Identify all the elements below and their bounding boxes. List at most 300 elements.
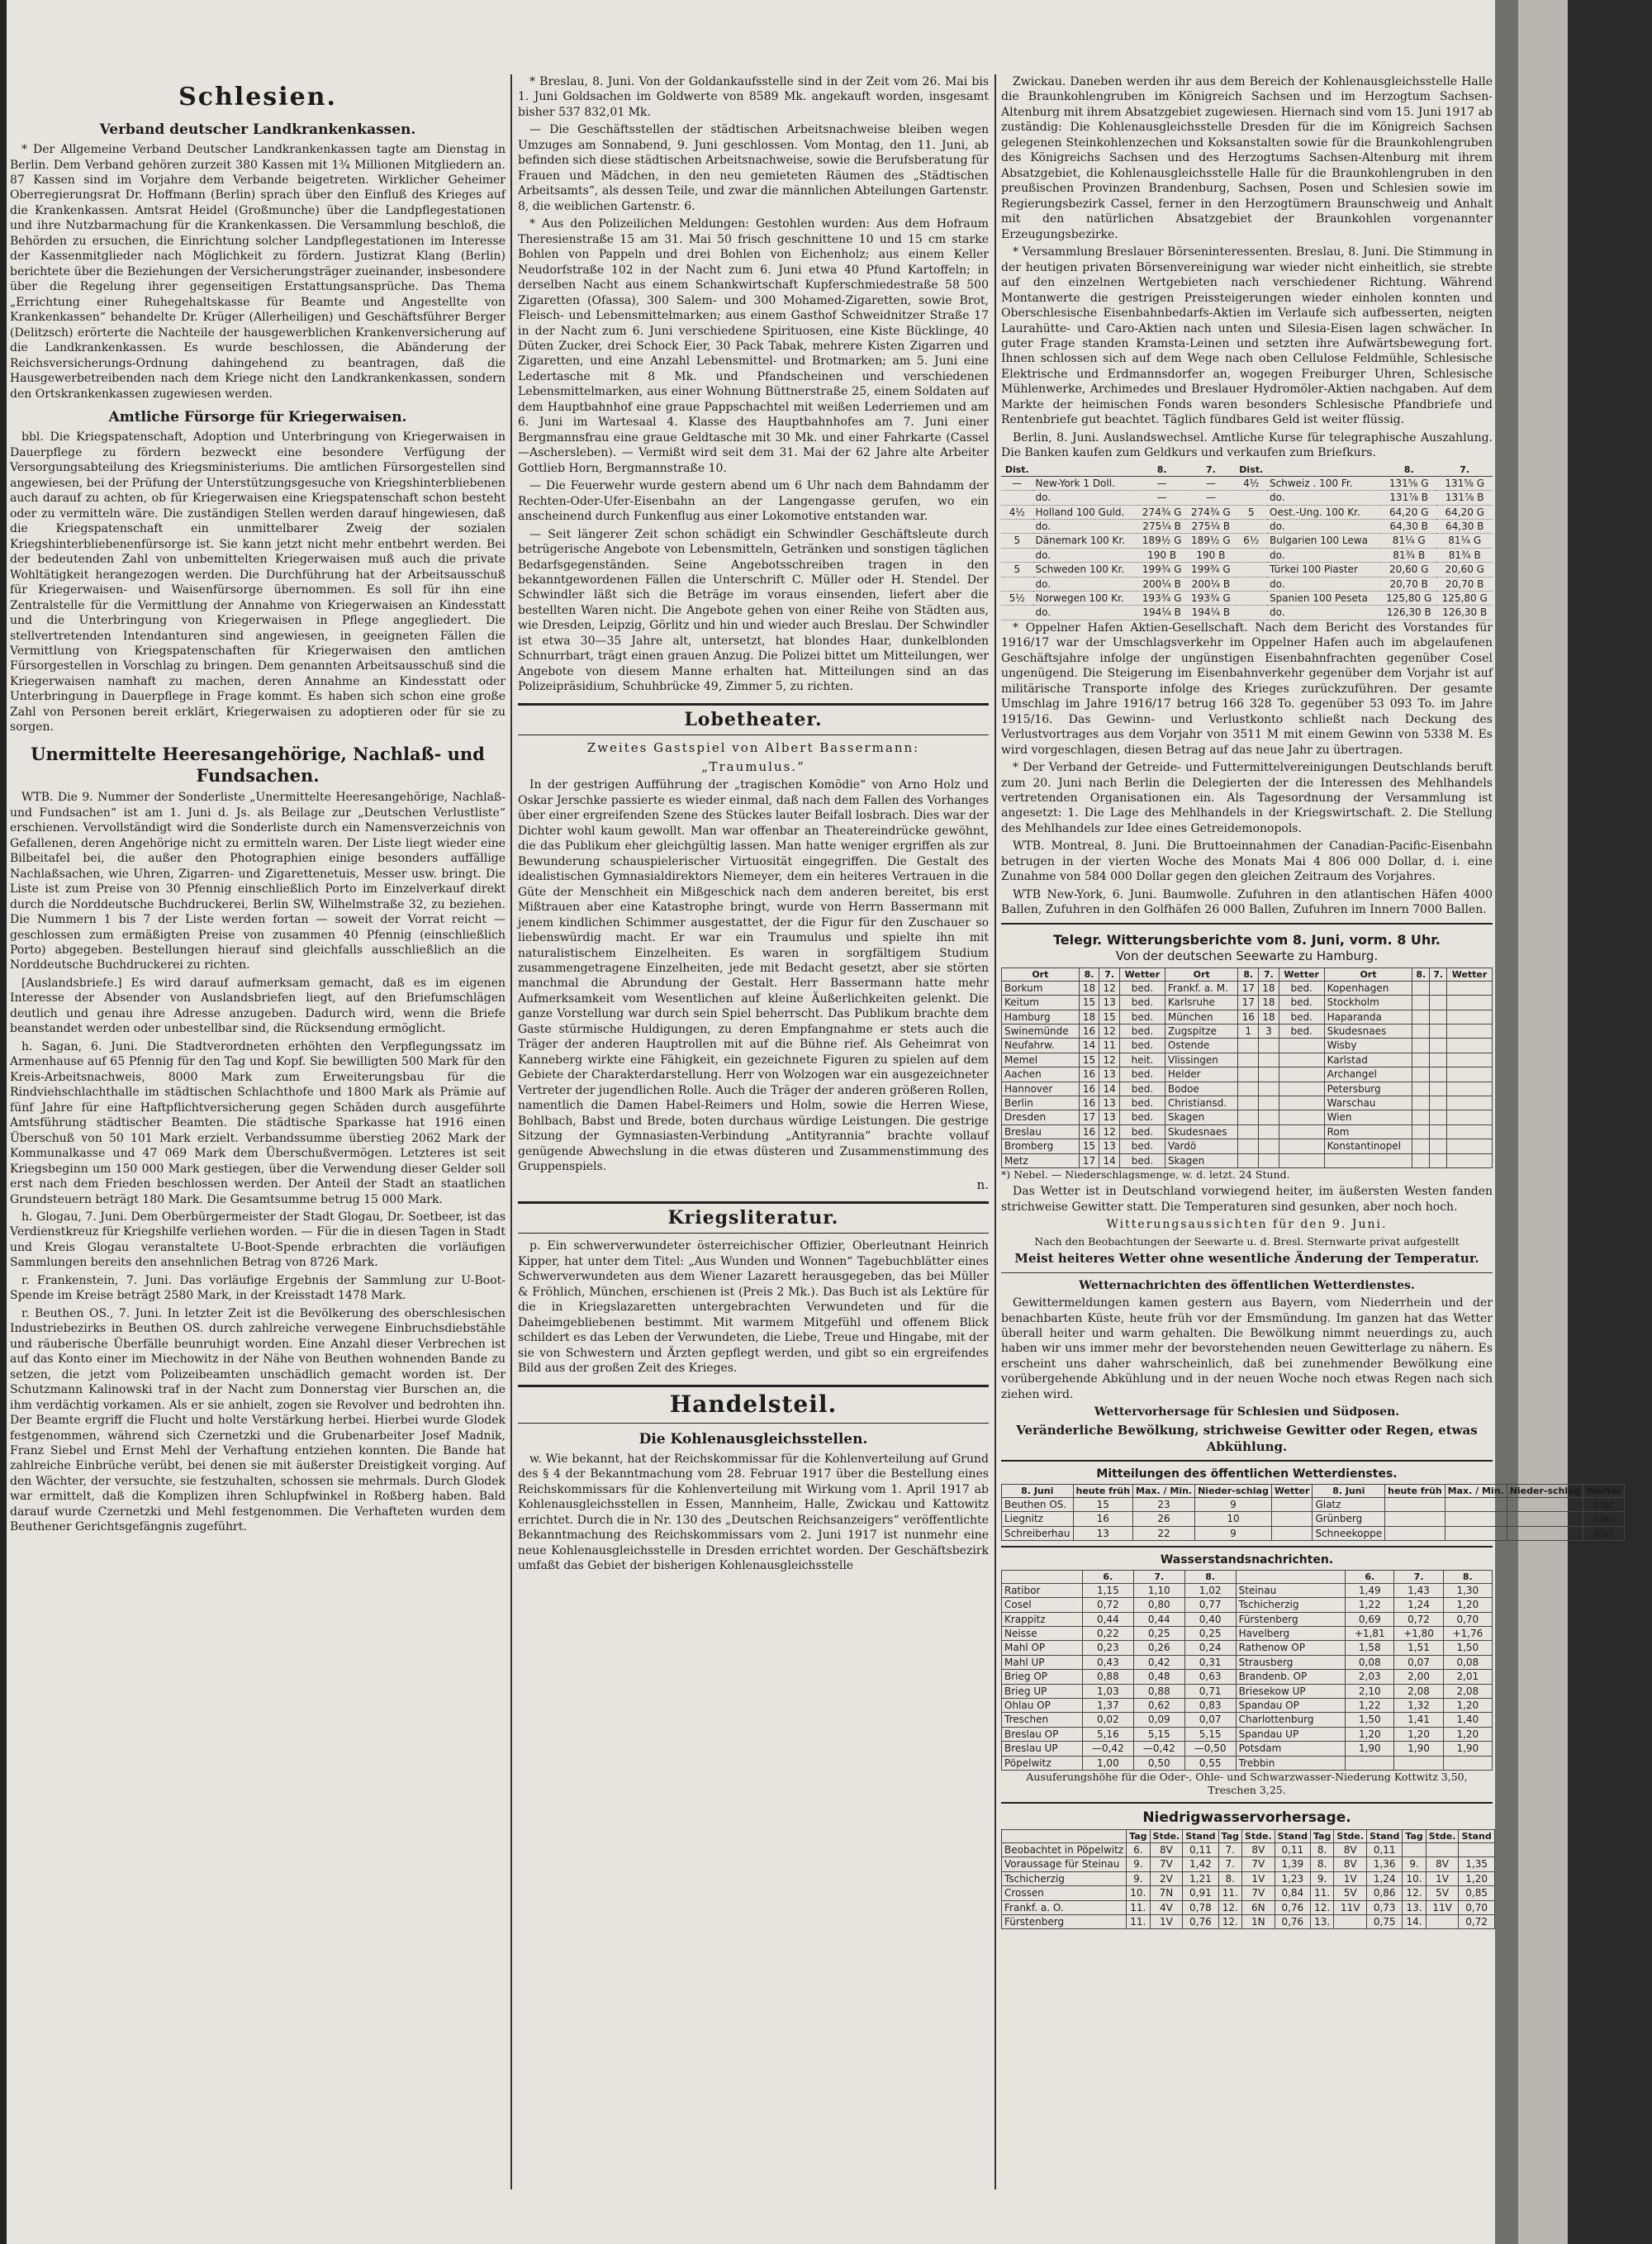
article-body: * Versammlung Breslauer Börseninteressenten. Breslau, 8. Juni. Die Stimmung in der heutigen privaten Börsenvereinigung war wieder nicht einheitlich, sie strebte auf den einzelnen Wertgebieten nach verschiedener Richtung. Während Montanwerte die gestrigen Preissteigerungen wieder einholen konnten und Oberschlesische Eisenbahnbedarfs-Aktien im Verlaufe sich aufbesserten, neigten Laurahütte- und Caro-Aktien nach unten und Silesia-Eisen lagen schwächer. In guter Frage standen Kramsta-Leinen und setzten ihre Aufwärtsbewegung fort. Ihnen schlossen sich auf dem Wege nach oben Cellulose Feldmühle, Schlesische Elektrische und Erdmannsdorfer an, wogegen Freiburger Uhren, Schlesische Mühlenwerke, Archimedes und Breslauer Hydromöler-Aktien nachgaben. Auf dem Markte der heimischen Fonds waren besonders Schlesische Pfandbriefe und Rentenbriefe gut beachtet. Täglich fündbares Geld ist weiter flüssig.	[1001, 245, 1493, 427]
table-cell: do.	[1267, 548, 1381, 562]
table-cell: 9.	[1127, 1857, 1150, 1871]
table-header-cell: 8. Juni	[1313, 1484, 1385, 1497]
table-header-cell: Tag	[1310, 1829, 1333, 1842]
table-cell: 0,71	[1184, 1684, 1236, 1698]
table-cell: —	[1137, 476, 1186, 490]
table-cell: 1,35	[1459, 1857, 1494, 1871]
table-header-cell: 6.	[1082, 1570, 1133, 1583]
table-cell: 0,85	[1459, 1886, 1494, 1900]
table-header-cell: 8.	[1412, 967, 1430, 981]
table-cell: 0,50	[1133, 1756, 1184, 1770]
table-cell: Wisby	[1324, 1039, 1412, 1053]
section-rule	[1001, 1272, 1493, 1273]
table-cell: 5	[1001, 534, 1033, 548]
table-cell	[1445, 1526, 1507, 1540]
table-cell: 0,76	[1183, 1915, 1218, 1929]
article-body: * Breslau, 8. Juni. Von der Goldankaufsstelle sind in der Zeit vom 26. Mai bis 1. Juni Goldsachen im Goldwerte von 8589 Mk. angekauft worden, insgesamt bisher 537 832,01 Mk.	[518, 75, 989, 119]
table-row	[1002, 1124, 1493, 1139]
table-cell: 12.	[1218, 1915, 1241, 1929]
table-cell: 131⅝ G	[1436, 476, 1493, 490]
table-row	[1002, 996, 1493, 1010]
table-cell: 11.	[1310, 1886, 1333, 1900]
table-cell: 26	[1133, 1512, 1195, 1526]
article-body: Berlin, 8. Juni. Auslandswechsel. Amtliche Kurse für telegraphische Auszahlung. Die Banken kaufen zum Geldkurs und verkaufen zum Briefkurs.	[1001, 430, 1493, 460]
theater-subtitle: Zweites Gastspiel von Albert Bassermann:	[586, 739, 920, 755]
table-cell: 4½	[1235, 476, 1267, 490]
table-cell: Ratibor	[1002, 1583, 1083, 1597]
column-divider	[995, 74, 996, 2189]
table-cell: +1,76	[1443, 1627, 1492, 1641]
table-cell: bed.	[1279, 981, 1324, 995]
table-cell: 18	[1259, 981, 1279, 995]
table-cell	[1430, 1110, 1447, 1124]
table-cell: —	[1001, 476, 1033, 490]
table-header-cell: 8.	[1137, 464, 1186, 477]
outlook-title: Witterungsaussichten für den 9. Juni.	[1106, 1218, 1388, 1232]
table-cell	[1447, 1110, 1493, 1124]
table-cell: 23	[1133, 1498, 1195, 1512]
wasserstand-note: Ausuferungshöhe für die Oder-, Ohle- und Schwarzwasser-Niederung Kottwitz 3,50, Treschen 3,25.	[1026, 1770, 1468, 1797]
table-cell	[1412, 1082, 1430, 1096]
forecast-text: Veränderliche Bewölkung, strichweise Gewitter oder Regen, etwas Abkühlung.	[1016, 1422, 1478, 1454]
table-row	[1002, 1915, 1495, 1929]
table-cell: 0,86	[1367, 1886, 1403, 1900]
table-cell: 0,22	[1082, 1627, 1133, 1641]
table-cell: Potsdam	[1236, 1742, 1346, 1756]
table-cell: 200¼ B	[1186, 577, 1235, 591]
table-cell: 1,20	[1443, 1598, 1492, 1612]
table-cell	[1001, 491, 1033, 505]
table-cell	[1507, 1498, 1583, 1512]
table-cell: 0,48	[1133, 1670, 1184, 1684]
table-cell: Breslau OP	[1002, 1727, 1083, 1741]
column-divider	[510, 74, 512, 2189]
table-cell: Skudesnaes	[1165, 1124, 1238, 1139]
table-cell: 193¾ G	[1186, 592, 1235, 606]
table-cell	[1430, 1139, 1447, 1153]
table-cell: do.	[1267, 577, 1381, 591]
table-cell: 1,03	[1082, 1684, 1133, 1698]
table-cell: 81¾ B	[1381, 548, 1436, 562]
table-header-cell: Wetter	[1271, 1484, 1313, 1497]
table-cell: 194¼ B	[1186, 606, 1235, 620]
table-cell: 4V	[1150, 1900, 1183, 1914]
table-cell: 0,72	[1459, 1915, 1494, 1929]
table-cell: 11.	[1218, 1886, 1241, 1900]
table-row	[1002, 1857, 1495, 1871]
table-cell	[1259, 1124, 1279, 1139]
table-cell: 0,25	[1184, 1627, 1236, 1641]
table-cell: 1,21	[1183, 1871, 1218, 1885]
table-header-cell: 8.	[1184, 1570, 1236, 1583]
table-cell: 0,83	[1184, 1699, 1236, 1713]
table-row	[1002, 1139, 1493, 1153]
table-header-cell: 8.	[1079, 967, 1099, 981]
forecast-title: Wettervorhersage für Schlesien und Südposen.	[1094, 1405, 1400, 1419]
table-cell: bed.	[1119, 1010, 1165, 1024]
table-cell: bed.	[1119, 996, 1165, 1010]
table-cell: 7V	[1150, 1857, 1183, 1871]
table-cell: 0,08	[1346, 1655, 1394, 1669]
table-cell: 0,11	[1275, 1843, 1310, 1857]
table-header-cell: Max. / Min.	[1133, 1484, 1195, 1497]
table-cell: 0,88	[1082, 1670, 1133, 1684]
table-cell: 8V	[1150, 1843, 1183, 1857]
table-cell: 1V	[1334, 1871, 1367, 1885]
table-header-cell: Ort	[1165, 967, 1238, 981]
table-cell: Trebbin	[1236, 1756, 1346, 1770]
table-cell: 11.	[1127, 1915, 1150, 1929]
table-cell: bed.	[1279, 1010, 1324, 1024]
table-header-cell: Stde.	[1334, 1829, 1367, 1842]
table-cell: do.	[1033, 520, 1138, 534]
table-cell: 0,44	[1133, 1612, 1184, 1626]
table-header-cell: 8. Juni	[1002, 1484, 1074, 1497]
table-cell: 15	[1079, 1053, 1099, 1067]
table-cell: 2,00	[1394, 1670, 1443, 1684]
table-row	[1002, 1843, 1495, 1857]
wasserstand-title: Wasserstandsnachrichten.	[1160, 1553, 1334, 1567]
theater-play-title: „Traumulus.“	[701, 758, 805, 774]
table-cell	[1412, 1010, 1430, 1024]
table-cell	[1346, 1756, 1394, 1770]
table-header-cell: 6.	[1346, 1570, 1394, 1583]
article-body: r. Frankenstein, 7. Juni. Das vorläufige Ergebnis der Sammlung zur U-Boot-Spende im Kreise beträgt 2580 Mark, in der Kreisstadt 1478 Mark.	[10, 1273, 506, 1303]
newspaper-page	[10, 74, 1622, 2189]
table-cell: —0,42	[1133, 1742, 1184, 1756]
table-cell: 189½ G	[1186, 534, 1235, 548]
table-cell	[1235, 592, 1267, 606]
table-cell: 15	[1073, 1498, 1133, 1512]
table-cell	[1001, 577, 1033, 591]
scan-edge-right	[1495, 0, 1652, 2244]
scan-edge-left	[0, 0, 7, 2244]
table-cell	[1238, 1139, 1259, 1153]
section-rule	[1001, 1460, 1493, 1462]
table-row	[1002, 1039, 1493, 1053]
table-cell: do.	[1033, 606, 1138, 620]
table-header-cell: Stde.	[1426, 1829, 1459, 1842]
table-cell	[1279, 1039, 1324, 1053]
table-cell: 8V	[1334, 1857, 1367, 1871]
table-cell	[1412, 1124, 1430, 1139]
table-cell: 1,24	[1394, 1598, 1443, 1612]
weather-table	[1001, 967, 1493, 1168]
table-cell: 1,30	[1443, 1583, 1492, 1597]
table-cell	[1430, 1124, 1447, 1139]
table-cell: 12.	[1310, 1900, 1333, 1914]
table-row	[1001, 491, 1493, 505]
table-cell: Vardö	[1165, 1139, 1238, 1153]
table-cell: Türkei 100 Piaster	[1267, 563, 1381, 577]
table-cell: 199¾ G	[1186, 563, 1235, 577]
table-cell: 1N	[1241, 1915, 1275, 1929]
table-row	[1002, 1742, 1493, 1756]
table-cell: do.	[1033, 577, 1138, 591]
table-cell	[1507, 1512, 1583, 1526]
table-cell	[1385, 1498, 1446, 1512]
table-row	[1002, 1670, 1493, 1684]
table-cell: 0,69	[1346, 1612, 1394, 1626]
column-3	[1001, 74, 1622, 2189]
table-cell: 0,72	[1394, 1612, 1443, 1626]
table-cell: 16	[1238, 1010, 1259, 1024]
table-cell: Helder	[1165, 1067, 1238, 1082]
table-cell: 125,80 G	[1436, 592, 1493, 606]
table-header-cell: Dist.	[1235, 464, 1267, 477]
table-header-cell: 7.	[1099, 967, 1120, 981]
table-cell: 9.	[1127, 1871, 1150, 1885]
table-cell	[1235, 548, 1267, 562]
table-cell	[1447, 1039, 1493, 1053]
table-cell: 17	[1079, 1110, 1099, 1124]
table-cell: Skagen	[1165, 1153, 1238, 1167]
table-cell: 10.	[1127, 1886, 1150, 1900]
table-cell: 1,15	[1082, 1583, 1133, 1597]
table-cell: —	[1186, 491, 1235, 505]
table-cell	[1430, 1039, 1447, 1053]
table-header-cell: 8.	[1443, 1570, 1492, 1583]
table-cell	[1447, 981, 1493, 995]
table-cell	[1279, 1124, 1324, 1139]
table-cell	[1447, 1010, 1493, 1024]
table-cell: 1,37	[1082, 1699, 1133, 1713]
table-cell: bed.	[1119, 1139, 1165, 1153]
table-cell: 5V	[1334, 1886, 1367, 1900]
table-cell: 131⅞ B	[1436, 491, 1493, 505]
table-row	[1002, 1010, 1493, 1024]
table-cell: Konstantinopel	[1324, 1139, 1412, 1153]
table-cell: 12	[1099, 981, 1120, 995]
table-cell: 2,08	[1443, 1684, 1492, 1698]
table-cell: 0,09	[1133, 1713, 1184, 1727]
table-cell: 16	[1079, 1096, 1099, 1110]
table-cell: bed.	[1119, 1110, 1165, 1124]
table-cell	[1447, 1053, 1493, 1067]
table-cell: 0,43	[1082, 1655, 1133, 1669]
table-cell: Schweden 100 Kr.	[1033, 563, 1138, 577]
table-header-cell: Stde.	[1241, 1829, 1275, 1842]
table-cell	[1259, 1039, 1279, 1053]
table-cell	[1279, 1053, 1324, 1067]
table-row	[1002, 1756, 1493, 1770]
table-cell: 8.	[1310, 1857, 1333, 1871]
table-row	[1002, 981, 1493, 995]
table-cell	[1412, 1153, 1430, 1167]
table-row	[1002, 1153, 1493, 1167]
table-cell: 274¾ G	[1137, 505, 1186, 519]
table-cell: 0,40	[1184, 1612, 1236, 1626]
table-cell: Karlstad	[1324, 1053, 1412, 1067]
table-cell: 1,51	[1394, 1641, 1443, 1655]
table-cell: 1,22	[1346, 1598, 1394, 1612]
table-cell: Neufahrw.	[1002, 1039, 1080, 1053]
table-cell: 16	[1079, 1124, 1099, 1139]
table-cell	[1447, 1024, 1493, 1038]
table-row	[1002, 1598, 1493, 1612]
table-header-cell: Stde.	[1150, 1829, 1183, 1842]
section-title-schlesien: Schlesien.	[178, 83, 337, 112]
table-cell: 7V	[1241, 1886, 1275, 1900]
article-body: In der gestrigen Aufführung der „tragischen Komödie“ von Arno Holz und Oskar Jerschke passierte es wieder einmal, daß nach dem Fallen des Vorhanges über einer ergreifenden Szene des Stückes lauter Beifall losbrach. Dies war der Dichter wohl kaum gewollt. Man war offenbar an Theatereindrücke gewöhnt, die das Publikum eher gleichgültig lassen. Man hatte weniger ergriffen als zur Bewunderung schauspielerischer Virtuosität eingegriffen. Die Gestalt des idealistischen Gymnasialdirektors Niemeyer, dem ein heiteres Vertrauen in die Güte der Menschheit ein Mißgeschick nach dem anderen bereitet, bis erst Mißtrauen aber eine Katastrophe bringt, wurde von Herrn Bassermann mit jenem kindlichen Schimmer ausgestattet, der die Figur für den Zuschauer so liebenswürdig macht. Er war ein Traumulus und spielte ihn mit naturalistischem Einzelheiten. Es waren in sorgfältigem Studium zusammengetragene Einzelheiten, jede mit Bedacht gesetzt, aber sie störten manchmal die Abrundung der Gestalt. Herr Bassermann hatte mehr Aufmerksamkeit vom Wesentlichen auf kleine Äußerlichkeiten gelenkt. Die ganze Vorstellung war durch sein Spiel beherrscht. Das Publikum brachte dem Gaste stürmische Huldigungen, zu deren Empfangnahme er stets auch die Träger der anderen Hauptrollen mit auf die Bühne rief. Als Geheimrat von Kanneberg wirkte eine Fähigkeit, ein gezeichnete Figuren zu spielen auf dem Gebiete der Charakterdarstellung. Herr von Wolzogen war ein ausgezeichneter Vertreter der jugendlichen Rolle. Auch die Träger der anderen größeren Rollen, namentlich die Damen Habel-Reimers und Holm, sowie die Herren Wiese, Bohlbach, Babst und Brede, boten durchaus würdige Leistungen. Die gestrige Sitzung der Gymnasiasten-Verbindung „Antityrannia“ brachte vollauf genügende Abwechslung in die etwas düsteren und Zusammenstimmung des Gruppenspiels.	[518, 778, 989, 1174]
table-cell: Skudesnaes	[1324, 1024, 1412, 1038]
table-cell: do.	[1267, 491, 1381, 505]
table-cell: 0,23	[1082, 1641, 1133, 1655]
table-cell: 10	[1195, 1512, 1272, 1526]
table-cell: 6N	[1241, 1900, 1275, 1914]
table-cell: —0,50	[1184, 1742, 1236, 1756]
article-body: WTB. Montreal, 8. Juni. Die Bruttoeinnahmen der Canadian-Pacific-Eisenbahn betrugen in der vierten Woche des Monats Mai 4 806 000 Dollar, d. i. eine Zunahme von 584 000 Dollar gegen den gleichen Zeitraum des Vorjahres.	[1001, 839, 1493, 884]
table-cell: 1,41	[1394, 1713, 1443, 1727]
table-cell: Tschicherzig	[1002, 1871, 1127, 1885]
table-cell: 1,22	[1346, 1699, 1394, 1713]
mitteilungen-title: Mitteilungen des öffentlichen Wetterdienstes.	[1096, 1467, 1398, 1481]
table-cell: 17	[1079, 1153, 1099, 1167]
table-cell	[1430, 1024, 1447, 1038]
table-header-cell: Tag	[1127, 1829, 1150, 1842]
table-row	[1001, 505, 1493, 519]
table-cell	[1447, 1153, 1493, 1167]
table-cell: 0,08	[1443, 1655, 1492, 1669]
article-body: h. Sagan, 6. Juni. Die Stadtverordneten erhöhten den Verpflegungssatz im Armenhause auf 65 Pfennig für den Tag und Kopf. Sie bewilligten 500 Mark für den Kreis-Arbeitsnachweis, 8000 Mark zum Erweiterungsbau für die Rindviehschlachthalle im städtischen Schlachthofe und 1800 Mark als Prämie auf fünf Jahre für eine Haftpflichtversicherung gegen Schäden durch ausgeführte Amtsführung städtischer Beamten. Die städtische Sparkasse hat 1916 einen Überschuß von 50 101 Mark erzielt. Verbandssumme überstieg 2062 Mark der Kommunalkasse und 47 069 Mark dem Überschußvermögen. Letzteres ist seit Kriegsbeginn um 150 000 Mark gestiegen, über die Verwendung dieser Gelder soll erst nach dem Frieden beschlossen werden. Der Anteil der Stadt an staatlichen Grundsteuern beträgt 180 Mark. Die Gesamtsumme betrug 15 000 Mark.	[10, 1039, 506, 1206]
table-cell	[1259, 1053, 1279, 1067]
table-cell: 13	[1073, 1526, 1133, 1540]
table-cell: 1,20	[1394, 1727, 1443, 1741]
table-cell	[1279, 1139, 1324, 1153]
table-row	[1002, 1627, 1493, 1641]
table-header-cell: Tag	[1403, 1829, 1426, 1842]
table-cell: 14	[1099, 1153, 1120, 1167]
article-body: Zwickau. Daneben werden ihr aus dem Bereich der Kohlenausgleichsstelle Halle die Braunkohlengruben im Königreich Sachsen und im Herzogtum Sachsen-Altenburg mit ihrem Absatzgebiet zugewiesen. Hiernach sind vom 15. Juni 1917 ab zuständig: Die Kohlenausgleichsstelle Dresden für die im Königreich Sachsen gelegenen Steinkohlenzechen und Koksanstalten sowie für die Braunkohlengruben des Königreichs Sachsen und des Herzogtums Sachsen-Altenburg mit ihrem Absatzgebiet, die Kohlenausgleichsstelle Halle für die Braunkohlengruben in den preußischen Provinzen Brandenburg, Sachsen, Posen und Schlesien sowie im Regierungsbezirk Cassel, ferner in den Herzogtümern Braunschweig und Anhalt mit den natürlichen Absatzgebiet der Braunkohlen vorgenannter Erzeugungsbezirke.	[1001, 75, 1493, 241]
table-cell: 14	[1079, 1039, 1099, 1053]
table-row	[1002, 1053, 1493, 1067]
table-cell	[1459, 1843, 1494, 1857]
table-header-cell: Nieder-schlag	[1507, 1484, 1583, 1497]
article-heading: Unermittelte Heeresangehörige, Nachlaß- und Fundsachen.	[31, 743, 485, 787]
table-cell: 1,90	[1346, 1742, 1394, 1756]
table-cell: Schreiberhau	[1002, 1526, 1074, 1540]
table-cell: 0,44	[1082, 1612, 1133, 1626]
table-cell: 12	[1099, 1053, 1120, 1067]
table-cell: 20,70 B	[1436, 577, 1493, 591]
table-cell: Strausberg	[1236, 1655, 1346, 1669]
table-header-cell: 7.	[1259, 967, 1279, 981]
table-cell: Spanien 100 Peseta	[1267, 592, 1381, 606]
table-cell: 5V	[1426, 1886, 1459, 1900]
table-cell: Briesekow UP	[1236, 1684, 1346, 1698]
table-cell: Brieg UP	[1002, 1684, 1083, 1698]
table-cell: 17	[1238, 996, 1259, 1010]
table-cell: 0,63	[1184, 1670, 1236, 1684]
table-cell: 6.	[1127, 1843, 1150, 1857]
table-cell: 16	[1073, 1512, 1133, 1526]
table-cell	[1259, 1067, 1279, 1082]
table-cell: 9.	[1403, 1857, 1426, 1871]
table-cell: 0,78	[1183, 1900, 1218, 1914]
table-cell: 1,90	[1443, 1742, 1492, 1756]
table-cell: do.	[1033, 491, 1138, 505]
table-cell: 8.	[1310, 1843, 1333, 1857]
article-body: * Der Verband der Getreide- und Futtermittelvereinigungen Deutschlands beruft zum 20. Juni nach Berlin die Delegierten der die Interessen des Mehlhandels vertretenden Organisationen ein. Als Tagesordnung der Versammlung ist angesetzt: 1. Die Lage des Mehlhandels in der Kriegswirtschaft. 2. Die Stellung des Mehlhandels zur Idee eines Getreidemonopols.	[1001, 761, 1493, 835]
table-header-cell	[1002, 1570, 1083, 1583]
table-cell: 0,77	[1184, 1598, 1236, 1612]
article-body: * Der Allgemeine Verband Deutscher Landkrankenkassen tagte am Dienstag in Berlin. Dem Verband gehören zurzeit 380 Kassen mit 1¾ Millionen Mitgliedern an. 87 Kassen sind im Vorjahre dem Verbande beigetreten. Wirklicher Geheimer Oberregierungsrat Dr. Hoffmann (Berlin) sprach über den Einfluß des Krieges auf die Krankenkassen. Amtsrat Heidel (Großmunche) über die Landpflegestationen und ihre Nutzbarmachung für die Krankenkassen. Die Versammlung beschloß, die Behörden zu ersuchen, die Einrichtung solcher Landpflegestationen im Interesse der Kassenmitglieder nach Möglichkeit zu fördern. Justizrat Klang (Berlin) berichtete über die Beziehungen der Versicherungsträger zueinander, insbesondere über die Regelung ihrer gegenseitigen Erstattungsansprüche. Das Thema „Errichtung einer Ruhegehaltskasse für Beamte und Angestellte von Krankenkassen“ behandelte Dr. Krüger (Allerheiligen) und Geschäftsführer Berger (Delitzsch) erörterte die Nachteile der hausgewerblichen Krankenversicherung auf die Landkrankenkassen. Es wurde beschlossen, die Abänderung der Reichsversicherungs-Ordnung dahingehend zu beantragen, daß die Hausgewerbetreibenden nach dem Kriege nicht den Landkrankenkassen, sondern den Ortskrankenkassen zugewiesen werden.	[10, 143, 506, 401]
table-cell: Treschen	[1002, 1713, 1083, 1727]
table-cell: 200¼ B	[1137, 577, 1186, 591]
table-cell	[1412, 1053, 1430, 1067]
outlook-subtitle: Nach den Beobachtungen der Seewarte u. d. Bresl. Sternwarte privat aufgestellt	[1034, 1234, 1460, 1248]
table-header-cell: Wetter	[1583, 1484, 1625, 1497]
table-row	[1002, 1871, 1495, 1885]
table-cell: —0,42	[1082, 1742, 1133, 1756]
table-cell: 12	[1099, 1124, 1120, 1139]
table-cell: 9	[1195, 1498, 1272, 1512]
table-cell: 13	[1099, 1096, 1120, 1110]
table-cell	[1394, 1756, 1443, 1770]
table-cell: 5½	[1001, 592, 1033, 606]
table-cell: 1V	[1150, 1915, 1183, 1929]
table-cell: Zugspitze	[1165, 1024, 1238, 1038]
table-cell: Krappitz	[1002, 1612, 1083, 1626]
table-cell: Frankf. a. O.	[1002, 1900, 1127, 1914]
table-cell: Kopenhagen	[1324, 981, 1412, 995]
table-row	[1002, 1067, 1493, 1082]
exchange-rate-table	[1001, 464, 1493, 620]
table-cell	[1430, 996, 1447, 1010]
table-cell	[1430, 1067, 1447, 1082]
table-cell	[1259, 1110, 1279, 1124]
table-cell	[1238, 1153, 1259, 1167]
table-cell	[1235, 491, 1267, 505]
table-cell: 0,02	[1082, 1713, 1133, 1727]
table-cell: 274¾ G	[1186, 505, 1235, 519]
table-cell	[1235, 563, 1267, 577]
table-cell: 13.	[1403, 1900, 1426, 1914]
table-cell: München	[1165, 1010, 1238, 1024]
weather-report-subtitle: Von der deutschen Seewarte zu Hamburg.	[1115, 948, 1379, 963]
table-cell: Frankf. a. M.	[1165, 981, 1238, 995]
table-cell: Grünberg	[1313, 1512, 1385, 1526]
table-row	[1002, 1498, 1625, 1512]
table-cell: bed.	[1119, 1067, 1165, 1082]
table-cell	[1279, 1082, 1324, 1096]
table-cell: 81¾ B	[1436, 548, 1493, 562]
table-cell: 0,25	[1133, 1627, 1184, 1641]
table-cell: 5	[1001, 563, 1033, 577]
article-body: — Die Geschäftsstellen der städtischen Arbeitsnachweise bleiben wegen Umzuges am Sonnabend, 9. Juni geschlossen. Vom Montag, den 11. Juni, ab befinden sich diese städtischen Arbeitsnachweise, sowie die Berufsberatung für Frauen und Mädchen, in den neu gemieteten Räumen des „Städtischen Arbeitsamts“, als dessen Teile, und zwar die männlichen Abteilungen Gartenstr. 8, die weiblichen Gartenstr. 6.	[518, 123, 989, 213]
table-cell: 13	[1099, 996, 1120, 1010]
table-cell: 0,91	[1183, 1886, 1218, 1900]
table-cell: 8.	[1218, 1871, 1241, 1885]
table-cell	[1271, 1526, 1313, 1540]
table-cell: Hannover	[1002, 1082, 1080, 1096]
table-cell: klar	[1583, 1526, 1625, 1540]
article-body: — Die Feuerwehr wurde gestern abend um 6 Uhr nach dem Bahndamm der Rechten-Oder-Ufer-Eisenbahn an der Langengasse gerufen, wo ein anscheinend durch Funkenflug aus einer Lokomotive entstanden war.	[518, 479, 989, 524]
table-cell: Breslau UP	[1002, 1742, 1083, 1756]
table-cell: do.	[1267, 520, 1381, 534]
article-heading: Verband deutscher Landkrankenkassen.	[99, 121, 416, 138]
table-row	[1002, 1096, 1493, 1110]
table-cell: Breslau	[1002, 1124, 1080, 1139]
table-cell: 12.	[1218, 1900, 1241, 1914]
table-cell: Spandau UP	[1236, 1727, 1346, 1741]
weather-body: Das Wetter ist in Deutschland vorwiegend heiter, im äußersten Westen fanden strichweise Gewitter statt. Die Temperaturen sind gesunken, aber noch hoch.	[1001, 1185, 1493, 1214]
table-row	[1002, 1655, 1493, 1669]
table-cell: 0,55	[1184, 1756, 1236, 1770]
table-cell: Havelberg	[1236, 1627, 1346, 1641]
table-cell: 199¾ G	[1137, 563, 1186, 577]
table-cell: 2,03	[1346, 1670, 1394, 1684]
